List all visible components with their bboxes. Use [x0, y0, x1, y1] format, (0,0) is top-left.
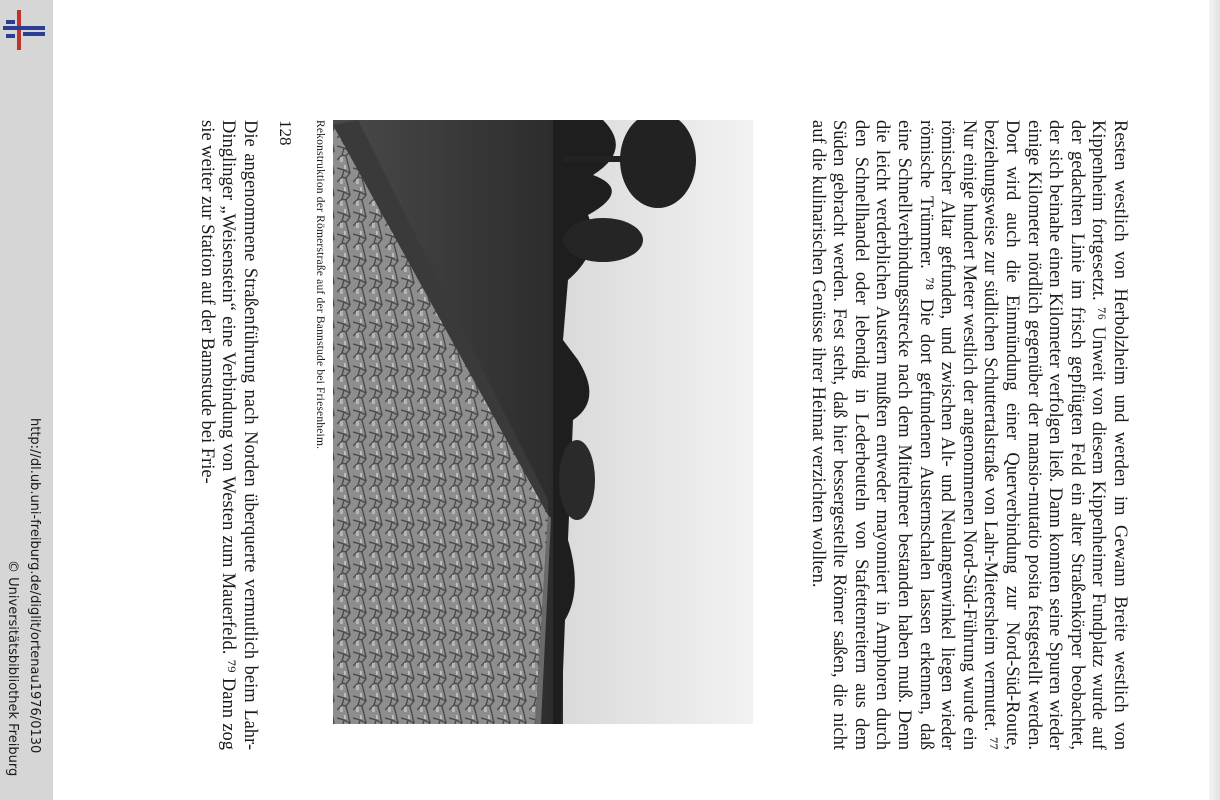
copyright-notice: © Universitätsbibliothek Freiburg: [5, 560, 20, 777]
source-url-link[interactable]: http://dl.ub.uni-freiburg.de/diglit/ortenau1976/0130: [27, 418, 42, 754]
road-reconstruction-photo: [333, 120, 753, 724]
body-paragraph-1: Resten westlich von Herbolzheim und werden im Gewann Breite westlich von Kippenheim fortgesetzt. ⁷⁶ Unweit von diesem Kippenheimer Fundplatz wurde auf der gedachten Linie im frisch gepflügten Feld ein alter Straßenkörper beobachtet, der sich beinahe einen Kilometer verfolgen ließ. Dann konnten seine Spuren wieder einige Kilometer nördlich gegenüber der mansio-mutatio posita festgestellt werden. Dort wird auch die Einmündung einer Querverbindung zur Nord-Süd-Route, beziehungsweise zur südlichen Schuttertalstraße von Lahr-Mietersheim vermutet. ⁷⁷ Nur einige hundert Meter westlich der angenommenen Nord-Süd-Führung wurde ein römischer Altar gefunden, und zwischen Alt- und Neulangenwinkel liegen wieder römische Trümmer. ⁷⁸ Die dort gefundenen Austernschalen lassen erkennen, daß eine Schnellverbindungsstrecke nach dem Mittelmeer bestanden haben muß. Denn die leicht verderblichen Austern mußten entweder mayonniert in Amphoren durch den Schnellhandel oder lebendig in Lederbeuteln von Stafettenreitern aus dem Süden gebracht werden. Fest steht, daß hier bessergestellte Römer saßen, die nicht auf die kulinarischen Genüsse ihrer Heimat verzichten wollten.: [807, 120, 1130, 750]
library-logo-icon: [3, 10, 45, 50]
scanned-page: [130, 120, 1130, 800]
figure-caption: Rekonstruktion der Römerstraße auf der Bannstude bei Friesenheim.: [314, 120, 326, 450]
page-number: 128: [276, 120, 295, 146]
page-edge: [1209, 0, 1220, 800]
sidebar: [0, 0, 53, 800]
body-paragraph-2: Die angenommene Straßenführung nach Norden überquerte vermutlich beim Lahr-Dinglinger „Weisenstein“ eine Verbindung von Westen zum Mauerfeld. ⁷⁹ Dann zog sie weiter zur Station auf der Bannstude bei Frie-: [196, 120, 260, 750]
